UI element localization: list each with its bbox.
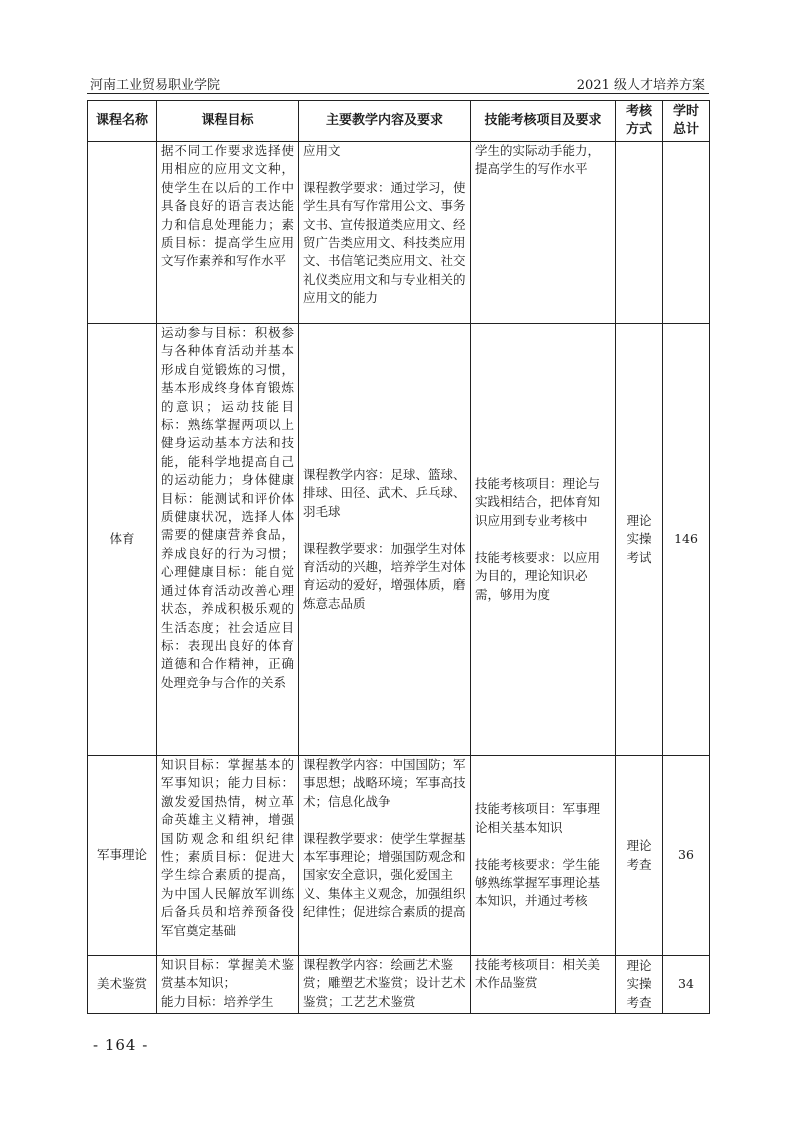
hours-cell: 36 [663,756,710,956]
course-goal-cell: 据不同工作要求选择使用相应的应用文文种，使学生在以后的工作中具备良好的语言表达能力和信息处理能力；素质目标：提高学生应用文写作素养和写作水平 [157,142,299,324]
course-goal-cell: 知识目标：掌握美术鉴赏基本知识； 能力目标：培养学生 [157,956,299,1014]
hours-cell [663,142,710,324]
course-name-cell: 体育 [88,324,157,756]
content-cell: 应用文 课程教学要求：通过学习，使学生具有写作常用公文、事务文书、宣传报道类应用文、经贸广告类应用文、科技类应用文、书信笔记类应用文、社交礼仪类应用文和与专业相关的应用文的能力 [299,142,471,324]
exam-method-cell: 理论 实操 考试 [616,324,663,756]
col-header-course-goal: 课程目标 [157,101,299,142]
course-goal-cell: 运动参与目标：积极参与各种体育活动并基本形成自觉锻炼的习惯，基本形成终身体育锻炼的意识；运动技能目标：熟练掌握两项以上健身运动基本方法和技能，能科学地提高自己的运动能力；身体健康目标：能测试和评价体质健康状况，选择人体需要的健康营养食品，养成良好的行为习惯；心理健康目标：能自觉通过体育活动改善心理状态，养成积极乐观的生活态度；社会适应目标：表现出良好的体育道德和合作精神，正确处理竞争与合作的关系 [157,324,299,756]
course-goal-cell: 知识目标：掌握基本的军事知识；能力目标：激发爱国热情，树立革命英雄主义精神，增强国防观念和组织纪律性；素质目标：促进大学生综合素质的提高，为中国人民解放军训练后备兵员和培养预备役军官奠定基础 [157,756,299,956]
content-cell: 课程教学内容：中国国防；军事思想；战略环境；军事高技术；信息化战争 课程教学要求：使学生掌握基本军事理论；增强国防观念和国家安全意识，强化爱国主义、集体主义观念，加强组织纪律性；促进综合素质的提高 [299,756,471,956]
table-row [88,142,710,324]
table-row [88,756,710,956]
course-name-cell: 军事理论 [88,756,157,956]
header-plan-title: 2021 级人才培养方案 [576,78,705,93]
table-row [88,956,710,1014]
course-name-cell [88,142,157,324]
course-name-cell: 美术鉴赏 [88,956,157,1014]
content-cell: 课程教学内容：足球、篮球、排球、田径、武术、乒乓球、羽毛球 课程教学要求：加强学生对体育活动的兴趣，培养学生对体育运动的爱好，增强体质，磨炼意志品质 [299,324,471,756]
skill-cell: 技能考核项目：理论与实践相结合，把体育知识应用到专业考核中 技能考核要求：以应用为目的，理论知识必需，够用为度 [471,324,616,756]
skill-cell: 学生的实际动手能力，提高学生的写作水平 [471,142,616,324]
col-header-skill-assessment: 技能考核项目及要求 [471,101,616,142]
header-divider [87,93,709,94]
header-institution: 河南工业贸易职业学院 [90,78,221,93]
col-header-exam-method: 考核 方式 [616,101,663,142]
skill-cell: 技能考核项目：相关美术作品鉴赏 [471,956,616,1014]
curriculum-table [87,100,710,1014]
table-header-row [88,101,710,142]
exam-method-cell: 理论 实操 考查 [616,956,663,1014]
table-row [88,324,710,756]
content-cell: 课程教学内容：绘画艺术鉴赏；雕塑艺术鉴赏；设计艺术鉴赏；工艺艺术鉴赏 [299,956,471,1014]
hours-cell: 34 [663,956,710,1014]
exam-method-cell [616,142,663,324]
col-header-hours: 学时 总计 [663,101,710,142]
hours-cell: 146 [663,324,710,756]
exam-method-cell: 理论 考查 [616,756,663,956]
col-header-course-name: 课程名称 [88,101,157,142]
page-number: - 164 - [93,1036,149,1054]
col-header-content: 主要教学内容及要求 [299,101,471,142]
skill-cell: 技能考核项目：军事理论相关基本知识 技能考核要求：学生能够熟练掌握军事理论基本知识，并通过考核 [471,756,616,956]
